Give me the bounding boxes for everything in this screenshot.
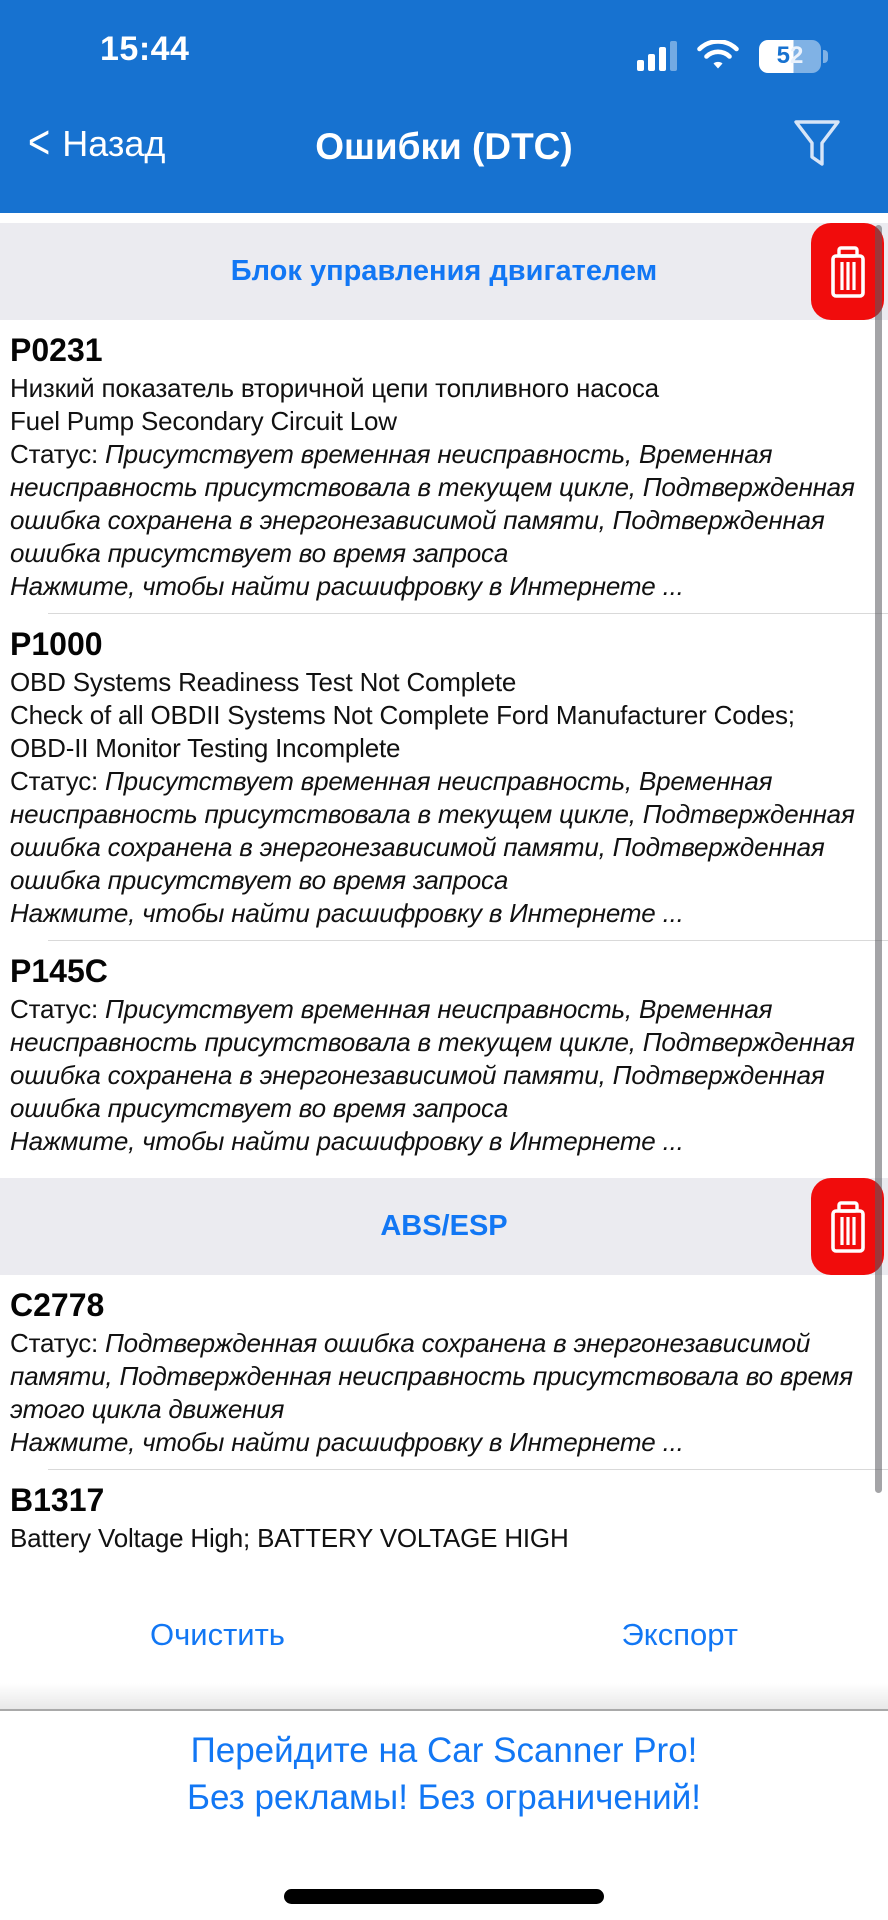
dtc-lookup-hint: Нажмите, чтобы найти расшифровку в Интернете ... <box>10 898 684 928</box>
dtc-description-en: OBD Systems Readiness Test Not Complete <box>10 667 517 697</box>
dtc-item-c2778[interactable] <box>0 1275 888 1469</box>
dtc-status: Статус: Присутствует временная неисправность, Временная неисправность присутствовала в текущем цикле, Подтвержденная ошибка сохранена в энергонезависимой памяти, Подтвержденная ошибка присутствует во время запроса <box>10 439 855 568</box>
wifi-icon <box>697 40 739 72</box>
delete-section-button[interactable] <box>811 223 884 320</box>
section-title: Блок управления двигателем <box>230 255 658 287</box>
dtc-code: C2778 <box>10 1287 105 1323</box>
dtc-status: Статус: Подтвержденная ошибка сохранена в энергонезависимой памяти, Подтвержденная неисправность присутствовала во время этого цикла движения <box>10 1328 853 1424</box>
section-header-engine-ecu <box>0 223 888 320</box>
pro-upgrade-banner[interactable] <box>0 1727 888 1821</box>
dtc-code: P1000 <box>10 626 103 662</box>
nav-bar <box>0 100 888 213</box>
clear-button[interactable]: Очистить <box>150 1617 285 1652</box>
page-title: Ошибки (DTC) <box>315 126 573 167</box>
section-header-abs-esp <box>0 1178 888 1275</box>
dtc-description-en: Battery Voltage High; BATTERY VOLTAGE HIGH <box>10 1523 569 1553</box>
dtc-code: P145C <box>10 953 108 989</box>
dtc-lookup-hint: Нажмите, чтобы найти расшифровку в Интернете ... <box>10 1427 684 1457</box>
cellular-signal-icon <box>637 41 677 71</box>
dtc-lookup-hint: Нажмите, чтобы найти расшифровку в Интернете ... <box>10 571 684 601</box>
banner-line-2: Без рекламы! Без ограничений! <box>187 1778 701 1817</box>
status-icons <box>637 38 828 74</box>
footer-toolbar <box>0 1617 888 1653</box>
dtc-item-p145c[interactable] <box>0 941 888 1168</box>
export-button[interactable]: Экспорт <box>621 1617 738 1652</box>
status-bar <box>0 0 888 100</box>
dtc-lookup-hint: Нажмите, чтобы найти расшифровку в Интернете ... <box>10 1126 684 1156</box>
dtc-item-b1317[interactable] <box>0 1470 888 1565</box>
dtc-item-p1000[interactable] <box>0 614 888 940</box>
header <box>0 0 888 213</box>
ad-top-shadow <box>0 1683 888 1709</box>
section-title: ABS/ESP <box>380 1210 508 1242</box>
delete-section-button[interactable] <box>811 1178 884 1275</box>
trash-icon <box>825 1199 871 1255</box>
back-label: Назад <box>62 122 166 164</box>
dtc-description-en: Fuel Pump Secondary Circuit Low <box>10 406 397 436</box>
dtc-description-ru: Низкий показатель вторичной цепи топливного насоса <box>10 373 659 403</box>
ad-divider <box>0 1709 888 1711</box>
trash-icon <box>825 244 871 300</box>
banner-line-1: Перейдите на Car Scanner Pro! <box>190 1731 698 1770</box>
battery-icon: 5 2 <box>759 40 828 73</box>
dtc-description-en: Check of all OBDII Systems Not Complete Ford Manufacturer Codes; OBD-II Monitor Testing Incomplete <box>10 700 795 763</box>
back-chevron-icon: < <box>28 116 51 170</box>
status-time: 15:44 <box>100 30 190 68</box>
scrollbar[interactable] <box>875 225 882 1493</box>
filter-icon[interactable] <box>790 114 844 178</box>
dtc-code: P0231 <box>10 332 103 368</box>
dtc-status: Статус: Присутствует временная неисправность, Временная неисправность присутствовала в текущем цикле, Подтвержденная ошибка сохранена в энергонезависимой памяти, Подтвержденная ошибка присутствует во время запроса <box>10 766 855 895</box>
dtc-item-p0231[interactable] <box>0 320 888 613</box>
dtc-code: B1317 <box>10 1482 105 1518</box>
home-indicator[interactable] <box>284 1889 604 1904</box>
dtc-list <box>0 213 888 1821</box>
dtc-status: Статус: Присутствует временная неисправность, Временная неисправность присутствовала в текущем цикле, Подтвержденная ошибка сохранена в энергонезависимой памяти, Подтвержденная ошибка присутствует во время запроса <box>10 994 855 1123</box>
